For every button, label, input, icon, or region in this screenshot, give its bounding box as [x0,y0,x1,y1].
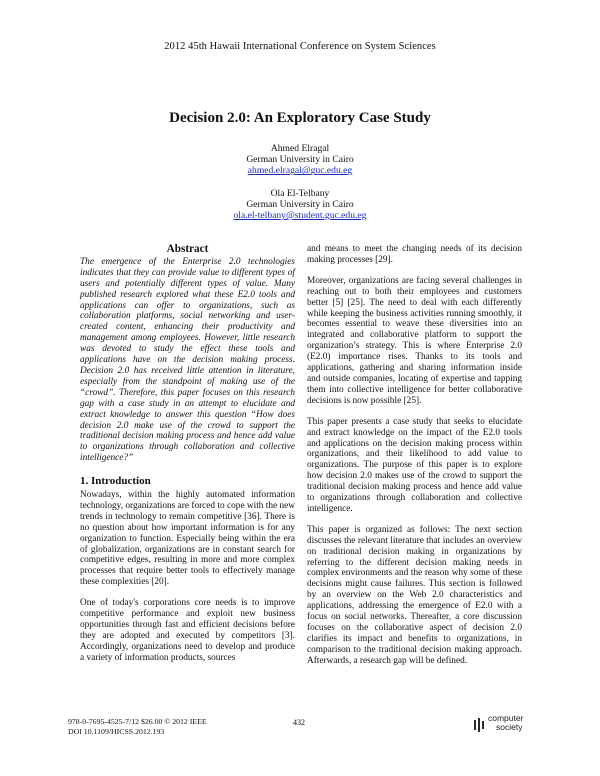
author-email-link[interactable]: ola.el-telbany@student.guc.edu.eg [233,210,367,222]
introduction-heading: 1. Introduction [80,475,151,488]
abstract-heading: Abstract [166,243,209,255]
paragraph: Nowadays, within the highly automated information technology, organizations are forced to cope with the new trends in technology to remain competitive [36]. There is no question about how important information is for any organization to function. Especially being within the era of globalization, organizations are in constant search for competitive edges, resulting in more and more complex processes that require better tools to effectively manage these complexities [20]. [80,490,295,588]
author-1 [0,143,600,177]
paragraph: This paper presents a case study that seeks to elucidate and extract knowledge on the impact of the E2.0 tools and applications on the decision making process within organizations, and their likelihood to add value to organizations. The purpose of this paper is to explore how decision 2.0 makes use of the crowd to support the traditional decision making process and hence add value to organizations through collaboration and collective intelligence. [307,416,522,514]
author-affiliation: German University in Cairo [246,198,354,210]
computer-society-logo-icon [473,718,487,732]
author-email-link[interactable]: ahmed.elragal@guc.edu.eg [247,165,353,177]
footer-isbn: 978-0-7695-4525-7/12 $26.00 © 2012 IEEE [68,717,207,726]
logo-line-2: society [496,721,523,732]
paragraph: One of today's corporations core needs is to improve competitive performance and exploit new business opportunities through fast and efficient decisions before they are adopted and executed by competitors [3]. Accordingly, organizations need to develop and produce a variety of information products, sources [80,598,295,663]
conference-header: 2012 45th Hawaii International Conference on System Sciences [164,41,436,52]
left-column [80,244,295,674]
paragraph: This paper is organized as follows: The next section discusses the relevant literature that includes an overview on traditional decision making in organizations by referring to the different decision making needs in complex environments and the reason why some of these decisions might cause failures. This section is followed by an overview on the Web 2.0 characteristics and applications, addressing the emergence of E2.0 with a focus on social networks. Thereafter, a core discussion focuses on the collaborative aspect of decision 2.0 clarifies its impact and benefits to organizations, in comparison to the traditional decision making approach. Afterwards, a research gap will be defined. [307,524,522,666]
footer-doi-line: DOI 10.1109/HICSS.2012.193 [68,727,165,736]
author-name: Ahmed Elragal [270,143,330,154]
logo-line-1: computer [488,713,524,723]
author-name: Ola El-Telbany [270,187,330,199]
computer-society-logo [473,712,535,740]
computer-society-logo-text [488,714,523,731]
footer-doi [68,717,207,737]
page-number: 432 [293,718,305,727]
paragraph: Moreover, organizations are facing several challenges in reaching out to both their employees and customers better [5] [25]. The need to deal with each differently while keeping the business activities running smoothly, it becomes essential to weave these diversities into an integrated and collaborative platform to support the organization’s strategy. This is where Enterprise 2.0 (E2.0) importance rises. Thanks to its tools and applications, gathering and sharing information inside and outside companies, locating of expertise and tapping them into collective intelligence for better collaborative decisions is now possible [25]. [307,275,522,406]
paper-title: Decision 2.0: An Exploratory Case Study [169,110,431,126]
abstract-text: The emergence of the Enterprise 2.0 technologies indicates that they can provide value to different types of users and potentially different types of value. Many published research explored what these E2.0 tools and applications can offer to organizations, such as collaboration platforms, social networking and user-created content, enhancing their productivity and management among employees. However, little research was devoted to study the effect these tools and applications have on the decision making process. Decision 2.0 has received little attention in literature, especially from the standpoint of making use of the “crowd”. Therefore, this paper focuses on this research gap with a case study in an attempt to elucidate and extract knowledge to answer this question “How does decision 2.0 make use of the crowd to support the traditional decision making process and hence add value to organizations through collaboration and collective intelligence?” [80,256,295,464]
paragraph: and means to meet the changing needs of its decision making processes [29]. [307,244,522,265]
author-2 [0,188,600,222]
right-column [307,244,522,677]
author-affiliation: German University in Cairo [246,154,354,166]
title-block [0,110,600,221]
